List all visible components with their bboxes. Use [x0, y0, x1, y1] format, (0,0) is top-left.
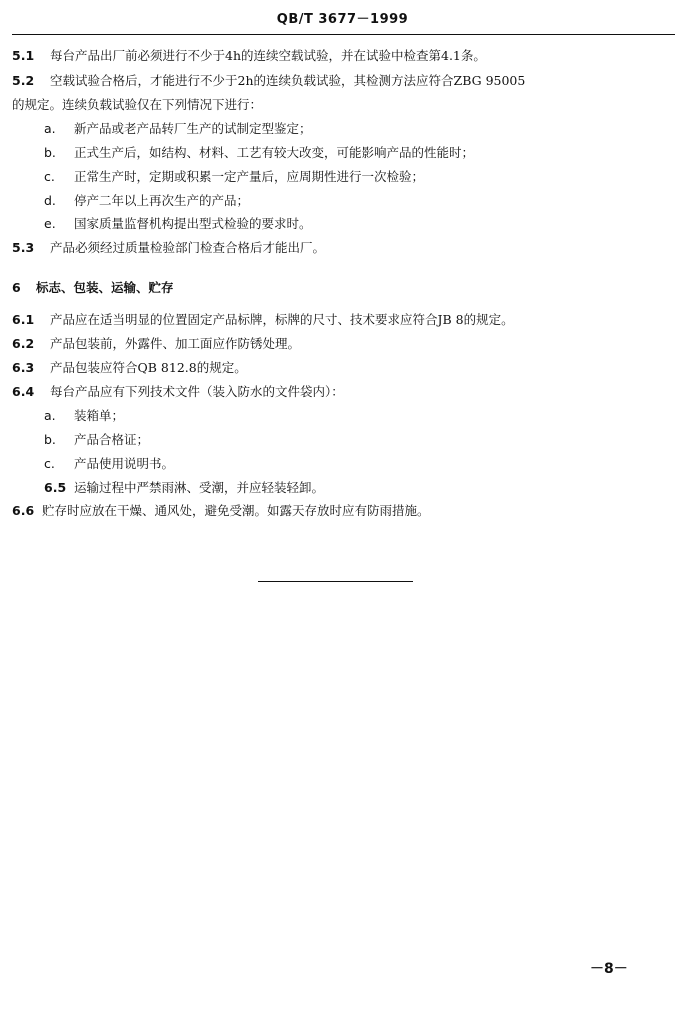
list-item [44, 216, 312, 232]
list-item-text: 停产二年以上再次生产的产品； [74, 193, 250, 208]
clause-5-3 [12, 240, 325, 256]
clause-text: 产品应在适当明显的位置固定产品标牌，标牌的尺寸、技术要求应符合JB 8的规定。 [50, 312, 514, 327]
clause-text: 产品必须经过质量检验部门检查合格后才能出厂。 [50, 240, 326, 255]
list-item-text: 国家质量监督机构提出型式检验的要求时。 [74, 216, 312, 231]
clause-6-2 [12, 336, 300, 352]
clause-6-5 [44, 480, 324, 496]
clause-5-1 [12, 48, 486, 64]
clause-number: 5.3 [12, 240, 35, 255]
list-item-text: 装箱单； [74, 408, 125, 423]
section-6-heading [12, 280, 174, 296]
list-item-label: e. [44, 216, 56, 231]
clause-text: 空载试验合格后，才能进行不少于2h的连续负载试验，其检测方法应符合ZBG 95005 [50, 73, 526, 88]
list-item [44, 193, 249, 209]
list-item [44, 408, 124, 424]
clause-5-2-continued: 的规定。连续负载试验仅在下列情况下进行： [12, 97, 263, 112]
list-item [44, 121, 312, 137]
section-number: 6 [12, 280, 21, 295]
list-item-text: 产品合格证； [74, 432, 150, 447]
clause-6-4 [12, 384, 344, 400]
clause-text: 运输过程中严禁雨淋、受潮，并应轻装轻卸。 [74, 480, 325, 495]
list-item-label: a. [44, 121, 56, 136]
list-item-label: b. [44, 145, 56, 160]
clause-6-3 [12, 360, 247, 376]
list-item-text: 新产品或老产品转厂生产的试制定型鉴定； [74, 121, 312, 136]
clause-number: 5.2 [12, 73, 35, 88]
clause-text: 产品包装前，外露件、加工面应作防锈处理。 [50, 336, 301, 351]
list-item [44, 145, 474, 161]
list-item [44, 456, 174, 472]
list-item-label: d. [44, 193, 56, 208]
list-item [44, 432, 149, 448]
clause-text: 每台产品出厂前必须进行不少于4h的连续空载试验，并在试验中检查第4.1条。 [50, 48, 486, 63]
clause-text: 产品包装应符合QB 812.8的规定。 [50, 360, 247, 375]
clause-number: 6.1 [12, 312, 35, 327]
list-item-text: 正常生产时，定期或积累一定产量后，应周期性进行一次检验； [74, 169, 425, 184]
list-item-text: 正式生产后，如结构、材料、工艺有较大改变，可能影响产品的性能时； [74, 145, 475, 160]
list-item-label: c. [44, 169, 55, 184]
standard-code-header: QB/T 3677－1999 [276, 12, 409, 27]
section-title: 标志、包装、运输、贮存 [36, 280, 174, 295]
clause-number: 6.3 [12, 360, 35, 375]
clause-number: 6.2 [12, 336, 35, 351]
clause-6-6 [12, 503, 430, 519]
clause-number: 6.5 [44, 480, 67, 495]
list-item [44, 169, 424, 185]
clause-text: 贮存时应放在干燥、通风处，避免受潮。如露天存放时应有防雨措施。 [42, 503, 430, 518]
list-item-label: c. [44, 456, 55, 471]
header-rule [12, 34, 675, 35]
clause-6-1 [12, 312, 514, 328]
clause-number: 6.4 [12, 384, 35, 399]
clause-text: 每台产品应有下列技术文件（装入防水的文件袋内）： [50, 384, 344, 399]
list-item-text: 产品使用说明书。 [74, 456, 175, 471]
list-item-label: a. [44, 408, 56, 423]
list-item-label: b. [44, 432, 56, 447]
page-number: －8－ [590, 961, 628, 977]
clause-5-2 [12, 73, 525, 89]
end-of-text-rule [258, 581, 413, 582]
clause-number: 5.1 [12, 48, 35, 63]
clause-number: 6.6 [12, 503, 35, 518]
